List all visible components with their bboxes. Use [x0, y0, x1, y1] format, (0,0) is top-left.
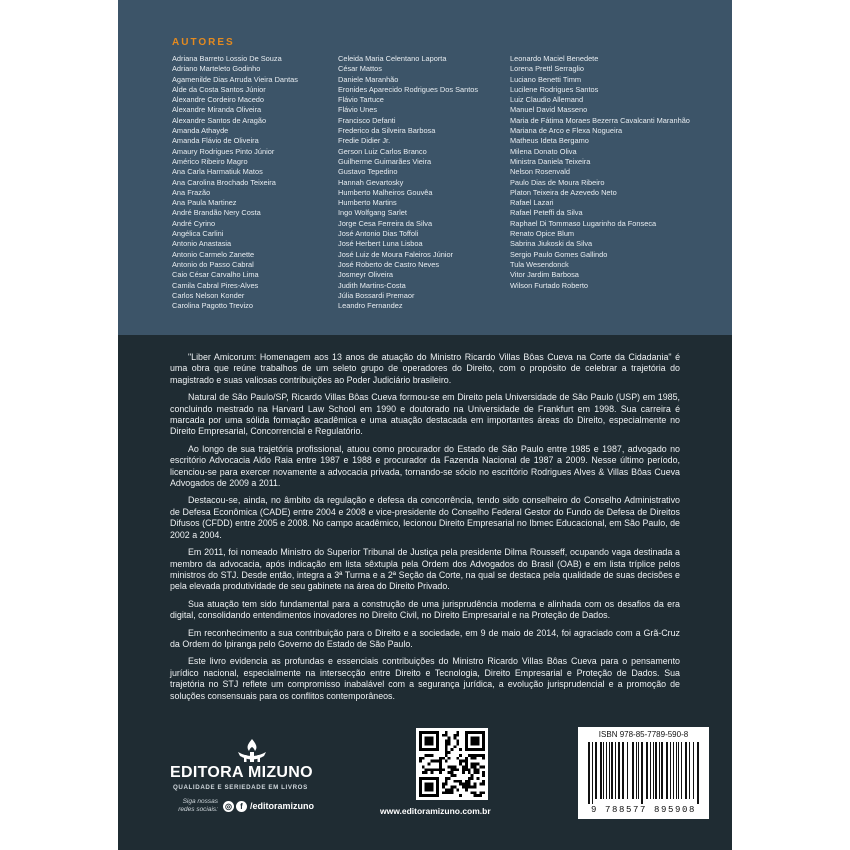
authors-column-3: [510, 54, 690, 291]
author-name: Flávio Tartuce: [338, 95, 384, 105]
author-name: Luiz Claudio Allemand: [510, 95, 584, 105]
author-name: André Brandão Nery Costa: [172, 208, 261, 218]
synopsis: [170, 352, 680, 708]
isbn-barcode-box: [578, 727, 709, 819]
author-name: Luciano Benetti Timm: [510, 74, 582, 84]
synopsis-paragraph: Em 2011, foi nomeado Ministro do Superior Tribunal de Justiça pela presidente Dilma Rousseff, ocupando vaga destinada a membro da advocacia, após indicação em lista sêxtupla pela Ordem dos Advogados do Brasil (OAB) e em lista tríplice pelos ministros do STJ. Desde então, integra a 3ª Turma e a 2ª Seção da Corte, na qual se destaca pela qualidade de suas decisões e pela elevada produtividade de seu gabinete na área do Direito Privado.: [170, 547, 680, 592]
author-name: Antonio Anastasia: [172, 239, 232, 249]
author-name: Leandro Fernandez: [338, 301, 403, 311]
author-name: Jorge Cesa Ferreira da Silva: [338, 218, 433, 228]
author-name: Ana Carla Harmatiuk Matos: [172, 167, 263, 177]
social-handle[interactable]: /editoramizuno: [250, 801, 315, 811]
author-name: Ana Paula Martinez: [172, 198, 237, 208]
author-name: Daniele Maranhão: [338, 74, 399, 84]
author-name: Gustavo Tepedino: [338, 167, 398, 177]
isbn-label: ISBN 978-85-7789-590-8: [598, 730, 689, 739]
synopsis-paragraph: Este livro evidencia as profundas e essenciais contribuições do Ministro Ricardo Villas Bôas Cueva para o pensamento jurídico nacional, especialmente na intersecção entre Direito e Tecnologia, Direito Empresarial e Proteção de Dados. Sua trajetória no STJ reflete um compromisso inabalável com a segurança jurídica, a evolução jurisprudencial e a promoção de soluções consensuais para os conflitos contemporâneos.: [170, 656, 680, 701]
authors-column-1: [172, 54, 298, 311]
author-name: Renato Opice Blum: [510, 229, 575, 239]
author-name: Ingo Wolfgang Sarlet: [338, 208, 407, 218]
author-name: Angélica Carlini: [172, 229, 224, 239]
author-name: Raphael Di Tommaso Lugarinho da Fonseca: [510, 218, 657, 228]
author-name: Adriano Marteleto Godinho: [172, 64, 261, 74]
facebook-icon[interactable]: f: [236, 801, 247, 812]
author-name: Celeida Maria Celentano Laporta: [338, 54, 447, 63]
book-back-cover: [118, 0, 732, 850]
author-name: Júlia Bossardi Premaor: [338, 290, 415, 300]
social-links: [176, 798, 346, 820]
author-name: Judith Martins-Costa: [338, 280, 406, 290]
authors-section: [118, 0, 732, 335]
author-name: Tula Wesendonck: [510, 259, 569, 269]
author-name: Eronides Aparecido Rodrigues Dos Santos: [338, 84, 479, 94]
author-name: Alde da Costa Santos Júnior: [172, 84, 266, 94]
author-name: Maria de Fátima Moraes Bezerra Cavalcanti Maranhão: [510, 115, 690, 125]
author-name: Manuel David Masseno: [510, 105, 588, 115]
author-name: André Cyrino: [172, 218, 216, 228]
author-name: Antonio do Passo Cabral: [172, 259, 254, 269]
publisher-website[interactable]: www.editoramizuno.com.br: [380, 806, 491, 816]
author-name: Josmeyr Oliveira: [338, 270, 394, 280]
author-name: Hannah Gevartosky: [338, 177, 404, 187]
author-name: Rafael Peteffi da Silva: [510, 208, 583, 218]
author-name: Agamenilde Dias Arruda Vieira Dantas: [172, 74, 298, 84]
author-name: Leonardo Maciel Benedete: [510, 54, 599, 63]
author-name: Caio César Carvalho Lima: [172, 270, 259, 280]
author-name: Américo Ribeiro Magro: [172, 156, 248, 166]
author-name: Francisco Defanti: [338, 115, 396, 125]
author-name: José Roberto de Castro Neves: [338, 259, 440, 269]
publisher-name: EDITORA MIZUNO: [170, 764, 313, 781]
author-name: Ministra Daniela Teixeira: [510, 156, 591, 166]
author-name: Alexandre Miranda Oliveira: [172, 105, 262, 115]
author-name: Flávio Unes: [338, 105, 378, 115]
authors-heading: AUTORES: [172, 37, 235, 48]
author-name: Amaury Rodrigues Pinto Júnior: [172, 146, 275, 156]
author-name: Alexandre Santos de Aragão: [172, 115, 267, 125]
author-name: Platon Teixeira de Azevedo Neto: [510, 187, 617, 197]
author-name: Alexandre Cordeiro Macedo: [172, 95, 265, 105]
barcode: [584, 742, 703, 804]
synopsis-paragraph: Destacou-se, ainda, no âmbito da regulação e defesa da concorrência, tendo sido conselheiro do Conselho Administrativo de Defesa Econômica (CADE) entre 2004 e 2008 e vice-presidente do Conselho Federal Gestor do Fundo de Defesa de Direitos Difusos (CFDD) entre 2005 e 2008. No campo acadêmico, lecionou Direito Empresarial no Ibmec Educacional, em São Paulo, de 2002 a 2004.: [170, 495, 680, 540]
isbn-digits: 9 788577 895908: [590, 805, 696, 815]
author-name: Humberto Martins: [338, 198, 397, 208]
author-name: Vitor Jardim Barbosa: [510, 270, 579, 280]
author-name: Camila Cabral Pires-Alves: [172, 280, 259, 290]
synopsis-paragraph: Sua atuação tem sido fundamental para a construção de uma jurisprudência moderna e alinhada com os desafios da era digital, consolidando entendimentos inovadores no Direito Civil, no Direito Empresarial e na Proteção de Dados.: [170, 598, 680, 621]
qr-code[interactable]: [416, 728, 488, 800]
synopsis-paragraph: Natural de São Paulo/SP, Ricardo Villas Bôas Cueva formou-se em Direito pela Universidade de São Paulo (USP) em 1985, concluindo mestrado na Harvard Law School em 1990 e doutorado na Universidade de Frankfurt em 1998. Sua carreira é marcada por uma sólida formação acadêmica e uma atuação destacada em importantes áreas do Direito, especialmente no Direito Empresarial, Concorrencial e Regulatório.: [170, 392, 680, 437]
author-name: Lorena Prettl Serraglio: [510, 64, 584, 74]
authors-column-2: [338, 54, 478, 311]
author-name: Antonio Carmelo Zanette: [172, 249, 255, 259]
author-name: Wilson Furtado Roberto: [510, 280, 589, 290]
author-name: Paulo Dias de Moura Ribeiro: [510, 177, 605, 187]
author-name: Adriana Barreto Lossio De Souza: [172, 54, 282, 63]
synopsis-paragraph: Em reconhecimento a sua contribuição para o Direito e a sociedade, em 9 de maio de 2014, foi agraciado com a Grã-Cruz da Ordem do Ipiranga pelo Governo do Estado de São Paulo.: [170, 627, 680, 649]
author-name: Amanda Flávio de Oliveira: [172, 136, 259, 146]
author-name: Mariana de Arco e Flexa Nogueira: [510, 126, 623, 136]
author-name: Lucilene Rodrigues Santos: [510, 84, 599, 94]
author-name: César Mattos: [338, 64, 382, 74]
synopsis-paragraph: Ao longo de sua trajetória profissional, atuou como procurador do Estado de São Paulo entre 1985 e 1987, advogado no escritório Advocacia Aldo Raia entre 1987 e 1988 e procurador da Fazenda Nacional de 1987 a 2009. Nesse último período, licenciou-se para exercer novamente a advocacia privada, tornando-se sócio no escritório Rodrigues Alves & Villas Bôas Cueva Advogados de 2009 a 2011.: [170, 443, 680, 489]
publisher-tagline: QUALIDADE E SERIEDADE EM LIVROS: [173, 784, 308, 791]
author-name: Fredie Didier Jr.: [338, 136, 391, 146]
author-name: Amanda Athayde: [172, 126, 229, 136]
author-name: Sabrina Jiukoski da Silva: [510, 239, 593, 249]
author-name: Frederico da Silveira Barbosa: [338, 126, 436, 136]
author-name: José Antonio Dias Toffoli: [338, 229, 419, 239]
author-name: Gerson Luiz Carlos Branco: [338, 146, 427, 156]
author-name: Carlos Nelson Konder: [172, 290, 245, 300]
author-name: Sergio Paulo Gomes Gallindo: [510, 249, 608, 259]
instagram-icon[interactable]: ◎: [223, 801, 234, 812]
author-name: Rafael Lazari: [510, 198, 554, 208]
lamp-flame-icon: [234, 738, 270, 764]
author-name: Ana Carolina Brochado Teixeira: [172, 177, 276, 187]
author-name: José Luiz de Moura Faleiros Júnior: [338, 249, 454, 259]
author-name: Matheus Ideta Bergamo: [510, 136, 589, 146]
author-name: Ana Frazão: [172, 187, 211, 197]
author-name: Milena Donato Oliva: [510, 146, 577, 156]
synopsis-paragraph: "Liber Amicorum: Homenagem aos 13 anos de atuação do Ministro Ricardo Villas Bôas Cueva na Corte da Cidadania" é uma obra que reúne trabalhos de um seleto grupo de operadores do Direito, com o propósito de celebrar a trajetória do magistrado e suas valiosas contribuições ao Poder Judiciário brasileiro.: [170, 352, 680, 385]
author-name: Nelson Rosenvald: [510, 167, 570, 177]
author-name: Carolina Pagotto Trevizo: [172, 301, 253, 311]
author-name: Guilherme Guimarães Vieira: [338, 156, 432, 166]
author-name: José Herbert Luna Lisboa: [338, 239, 423, 249]
author-name: Humberto Malheiros Gouvêa: [338, 187, 433, 197]
social-label: Siga nossas redes sociais:: [178, 798, 218, 813]
